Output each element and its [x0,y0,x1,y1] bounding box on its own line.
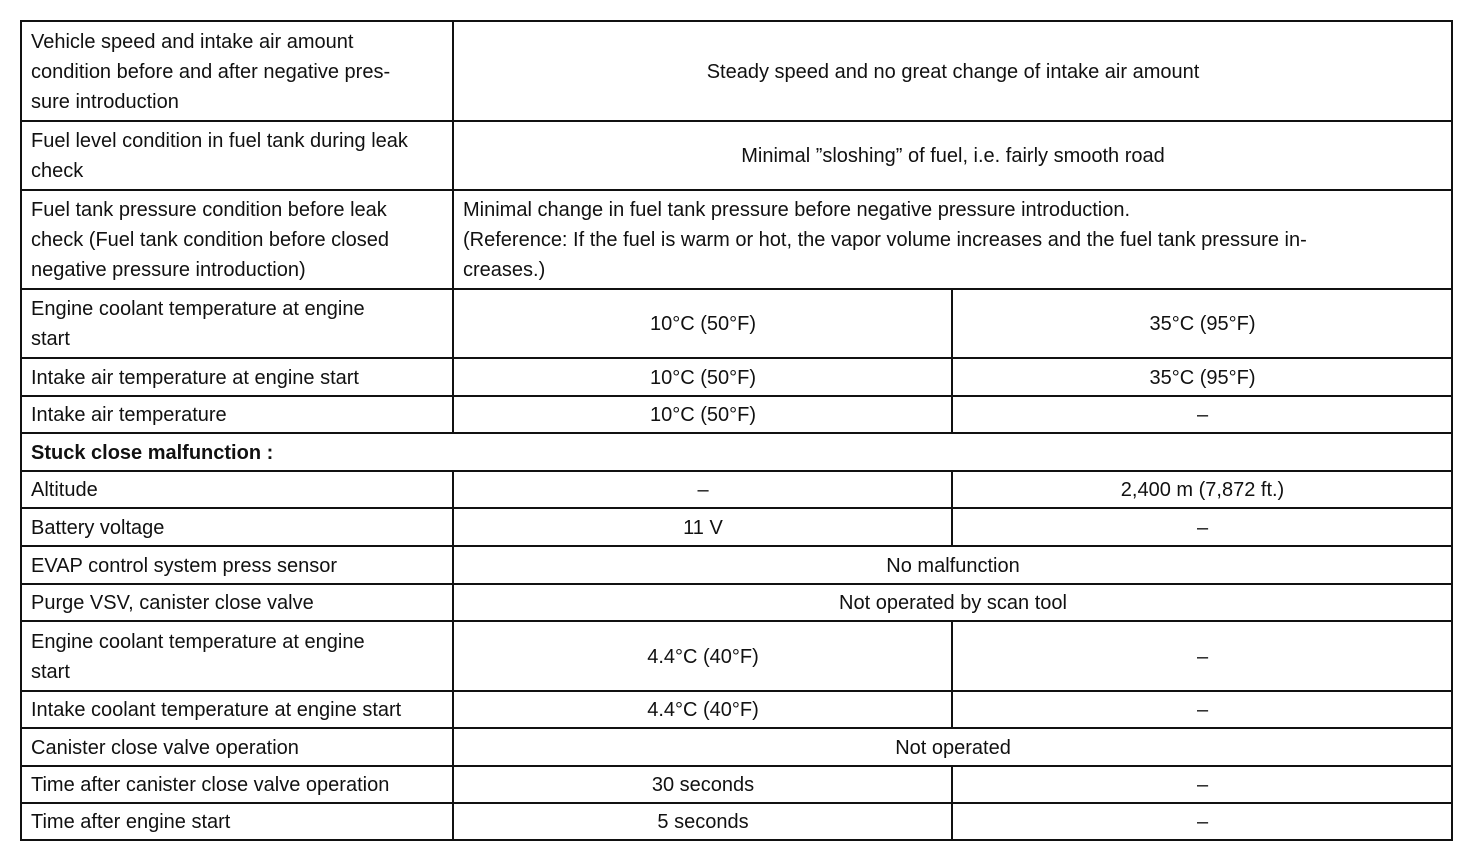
section-header-row [21,433,1452,471]
row-label: EVAP control system press sensor [21,546,453,584]
row-value: No malfunction [453,546,1452,584]
table-row [21,766,1452,803]
row-value-col1: 10°C (50°F) [453,396,952,433]
row-value: Steady speed and no great change of intake air amount [453,21,1452,121]
table-row [21,358,1452,396]
row-label: Purge VSV, canister close valve [21,584,453,621]
table-row [21,190,1452,289]
value-line: Minimal change in fuel tank pressure before negative pressure introduction. [463,199,1131,221]
row-value-col2: – [952,396,1452,433]
conditions-table [20,20,1453,841]
row-label: Intake air temperature at engine start [21,358,453,396]
label-line: sure introduction [31,90,179,113]
table-row [21,728,1452,766]
row-value-col1: 30 seconds [453,766,952,803]
label-line: check (Fuel tank condition before closed [31,229,389,251]
row-value-col2: 35°C (95°F) [952,358,1452,396]
row-label: Time after canister close valve operation [21,766,453,803]
label-line: Vehicle speed and intake air amount [31,30,354,53]
row-label [21,621,453,691]
table-row [21,471,1452,508]
table-row [21,546,1452,584]
table-row [21,803,1452,840]
table-row [21,621,1452,691]
row-label: Altitude [21,471,453,508]
row-value: Not operated [453,728,1452,766]
label-line: check [31,160,84,182]
label-line: Engine coolant temperature at engine [31,298,365,320]
row-value-col2: – [952,621,1452,691]
row-label: Time after engine start [21,803,453,840]
table-row [21,396,1452,433]
table-row [21,121,1452,190]
row-value-col2: – [952,691,1452,728]
row-value-col1: 10°C (50°F) [453,358,952,396]
row-value: Not operated by scan tool [453,584,1452,621]
row-label: Battery voltage [21,508,453,546]
row-value-col2: – [952,766,1452,803]
section-title: Stuck close malfunction : [21,433,1452,471]
label-line: negative pressure introduction) [31,259,306,281]
table-row [21,691,1452,728]
label-line: condition before and after negative pres- [31,60,391,83]
value-line: (Reference: If the fuel is warm or hot, the vapor volume increases and the fuel tank pressure in- [463,229,1307,251]
table-row [21,21,1452,121]
row-label [21,289,453,358]
label-line: Fuel tank pressure condition before leak [31,199,387,221]
row-label [21,21,453,121]
row-value [453,190,1452,289]
row-value-col1: 5 seconds [453,803,952,840]
row-label [21,121,453,190]
row-value-col1: 11 V [453,508,952,546]
row-label: Intake air temperature [21,396,453,433]
value-line: creases.) [463,259,546,281]
row-value-col2: 35°C (95°F) [952,289,1452,358]
table-row [21,508,1452,546]
row-value-col2: 2,400 m (7,872 ft.) [952,471,1452,508]
label-line: Engine coolant temperature at engine [31,630,365,653]
row-value-col1: 4.4°C (40°F) [453,691,952,728]
row-value-col2: – [952,508,1452,546]
table-row [21,289,1452,358]
label-line: Fuel level condition in fuel tank during leak [31,130,408,152]
row-value-col1: 4.4°C (40°F) [453,621,952,691]
row-label: Intake coolant temperature at engine start [21,691,453,728]
row-value-col1: 10°C (50°F) [453,289,952,358]
row-label [21,190,453,289]
label-line: start [31,328,70,350]
table-row [21,584,1452,621]
label-line: start [31,660,70,683]
row-label: Canister close valve operation [21,728,453,766]
row-value: Minimal ”sloshing” of fuel, i.e. fairly smooth road [453,121,1452,190]
row-value-col2: – [952,803,1452,840]
row-value-col1: – [453,471,952,508]
